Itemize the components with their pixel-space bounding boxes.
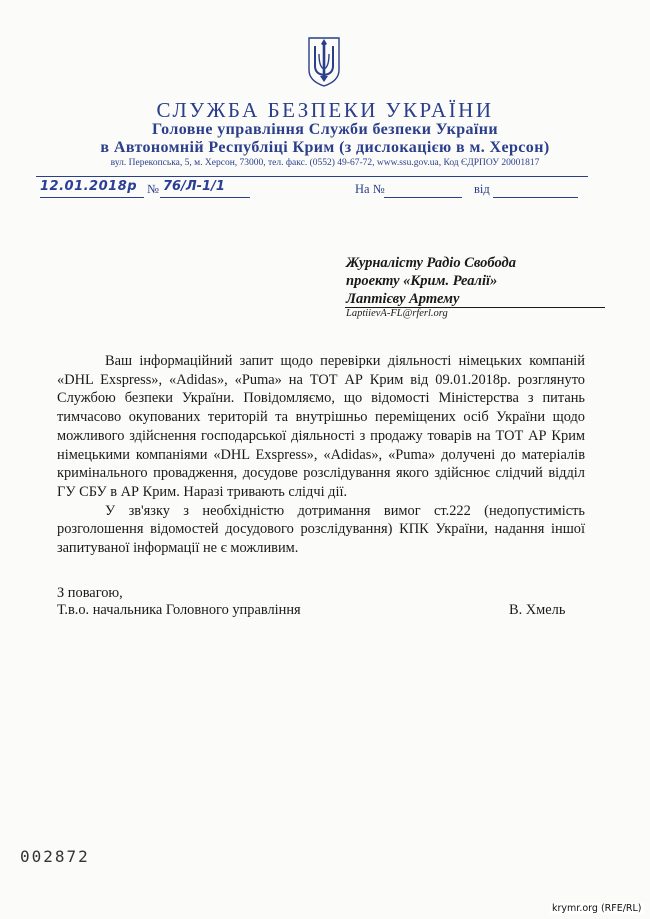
handwritten-date-value: 12.01.2018 [40,179,128,194]
serial-number: 002872 [20,847,90,866]
outgoing-number-label: № [147,182,159,196]
agency-name: СЛУЖБА БЕЗПЕКИ УКРАЇНИ [156,98,494,122]
addressee-name: Лаптієву Артему [346,291,460,307]
incoming-date-label: від [474,182,490,196]
closing-regards: З повагою, [57,585,123,601]
department-name: Головне управління Служби безпеки України [151,121,498,138]
trident-coat-of-arms-icon [306,36,342,88]
signer-name: В. Хмель [509,602,566,618]
date-underline [40,197,144,198]
incoming-number-underline [384,197,462,198]
reference-underline [160,197,250,198]
department-location: в Автономній Республіці Крим (з дислокацією в м. Херсон) [100,139,550,156]
image-credit: krymr.org (RFE/RL) [552,903,642,914]
letter-body [57,352,585,558]
addressee-line-1: Журналісту Радіо Свобода [346,255,516,271]
header-divider [36,176,588,177]
signer-title: Т.в.о. начальника Головного управління [57,602,301,618]
contact-details: вул. Перекопська, 5, м. Херсон, 73000, тел. факс. (0552) 49-67-72, www.ssu.gov.ua, Код ЄДРПОУ 20001817 [110,158,540,168]
body-paragraph-2: У зв'язку з необхідністю дотримання вимог ст.222 (недопустимість розголошення відомостей досудового розслідування) КПК України, надання іншої запитуваної інформації не є можливим. [57,502,585,557]
addressee-line-2: проекту «Крим. Реалії» [346,273,498,289]
handwritten-date-suffix: р [127,179,138,194]
incoming-number-label: На № [355,182,385,196]
addressee-email: LaptiievA-FL@rferl.org [346,308,448,319]
handwritten-date [40,179,137,194]
body-paragraph-1: Ваш інформаційний запит щодо перевірки діяльності німецьких компаній «DHL Exspress», «Adidas», «Puma» на ТОТ АР Крим від 09.01.2018р. розглянуто Службою безпеки України. Повідомляємо, що відомості Міністерства з питань тимчасово окупованих територій та внутрішньо переміщених осіб України щодо можливого здійснення господарської діяльності з продажу товарів на ТОТ АР Крим німецькими компаніями «DHL Exspress», «Adidas», «Puma» долучені до матеріалів кримінального провадження, досудове розслідування якого здійснює слідчий відділ ГУ СБУ в АР Крим. Наразі тривають слідчі дії. [57,353,585,500]
incoming-date-underline [493,197,578,198]
handwritten-reference-number: 76/Л-1/1 [163,179,225,194]
